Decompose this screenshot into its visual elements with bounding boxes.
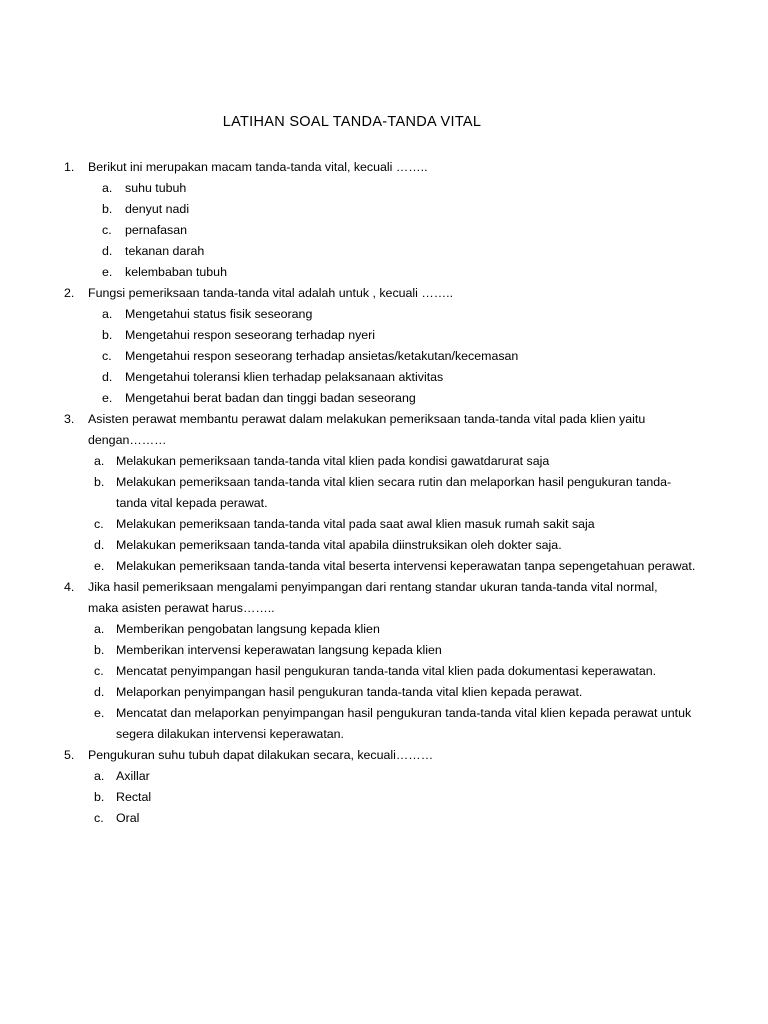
option-d bbox=[0, 241, 768, 262]
option-letter: b. bbox=[102, 202, 113, 216]
option-a bbox=[0, 451, 768, 472]
option-d bbox=[0, 535, 768, 556]
question-number: 2. bbox=[64, 286, 75, 300]
option-letter: a. bbox=[94, 769, 105, 783]
option-text: Memberikan pengobatan langsung kepada klien bbox=[116, 622, 380, 636]
option-text: Rectal bbox=[116, 790, 152, 804]
option-e bbox=[0, 388, 768, 409]
option-list bbox=[0, 304, 768, 409]
option-letter: a. bbox=[94, 454, 105, 468]
option-text: denyut nadi bbox=[125, 202, 190, 216]
option-b bbox=[0, 640, 768, 661]
question-number: 1. bbox=[64, 160, 75, 174]
option-text: Axillar bbox=[116, 769, 150, 783]
option-letter: d. bbox=[94, 538, 105, 552]
option-letter: c. bbox=[102, 349, 112, 363]
option-text: Melakukan pemeriksaan tanda-tanda vital pada saat awal klien masuk rumah sakit saja bbox=[116, 517, 595, 531]
option-letter: c. bbox=[94, 664, 104, 678]
option-letter: c. bbox=[94, 517, 104, 531]
option-a bbox=[0, 304, 768, 325]
question-text: Fungsi pemeriksaan tanda-tanda vital adalah untuk , kecuali …….. bbox=[88, 286, 454, 300]
option-letter: e. bbox=[94, 559, 105, 573]
option-letter: b. bbox=[94, 475, 105, 489]
option-text: Mengetahui toleransi klien terhadap pelaksanaan aktivitas bbox=[125, 370, 444, 384]
option-list bbox=[0, 766, 768, 829]
question-text: Asisten perawat membantu perawat dalam melakukan pemeriksaan tanda-tanda vital pada klien yaitu dengan……… bbox=[88, 412, 646, 447]
option-text: Mengetahui respon seseorang terhadap ansietas/ketakutan/kecemasan bbox=[125, 349, 519, 363]
option-d bbox=[0, 682, 768, 703]
option-text: Memberikan intervensi keperawatan langsung kepada klien bbox=[116, 643, 442, 657]
option-text: Melakukan pemeriksaan tanda-tanda vital apabila diinstruksikan oleh dokter saja. bbox=[116, 538, 562, 552]
question-1 bbox=[0, 157, 768, 283]
option-letter: d. bbox=[102, 370, 113, 384]
option-letter: d. bbox=[94, 685, 105, 699]
question-text: Berikut ini merupakan macam tanda-tanda vital, kecuali …….. bbox=[88, 160, 428, 174]
option-c bbox=[0, 808, 768, 829]
option-text: Melakukan pemeriksaan tanda-tanda vital klien secara rutin dan melaporkan hasil pengukuran tanda-tanda vital kepada perawat. bbox=[116, 475, 672, 510]
option-text: Mengetahui status fisik seseorang bbox=[125, 307, 313, 321]
option-d bbox=[0, 367, 768, 388]
option-b bbox=[0, 199, 768, 220]
option-letter: a. bbox=[94, 622, 105, 636]
option-e bbox=[0, 556, 768, 577]
option-text: kelembaban tubuh bbox=[125, 265, 227, 279]
question-text: Jika hasil pemeriksaan mengalami penyimpangan dari rentang standar ukuran tanda-tanda vital normal, maka asisten perawat harus…….. bbox=[88, 580, 658, 615]
question-text: Pengukuran suhu tubuh dapat dilakukan secara, kecuali……… bbox=[88, 748, 434, 762]
option-letter: b. bbox=[102, 328, 113, 342]
option-list bbox=[0, 451, 768, 577]
option-c bbox=[0, 346, 768, 367]
document-title: LATIHAN SOAL TANDA-TANDA VITAL bbox=[222, 114, 482, 130]
option-text: pernafasan bbox=[125, 223, 188, 237]
question-4 bbox=[0, 577, 768, 745]
option-e bbox=[0, 703, 768, 745]
option-text: Mencatat penyimpangan hasil pengukuran tanda-tanda vital klien pada dokumentasi keperawatan. bbox=[116, 664, 657, 678]
question-number: 4. bbox=[64, 580, 75, 594]
option-b bbox=[0, 787, 768, 808]
option-c bbox=[0, 514, 768, 535]
option-a bbox=[0, 619, 768, 640]
option-c bbox=[0, 220, 768, 241]
option-b bbox=[0, 325, 768, 346]
question-list bbox=[0, 157, 768, 829]
question-number: 5. bbox=[64, 748, 75, 762]
option-e bbox=[0, 262, 768, 283]
option-letter: b. bbox=[94, 790, 105, 804]
option-text: Melakukan pemeriksaan tanda-tanda vital klien pada kondisi gawatdarurat saja bbox=[116, 454, 550, 468]
option-letter: a. bbox=[102, 307, 113, 321]
question-number: 3. bbox=[64, 412, 75, 426]
option-letter: c. bbox=[102, 223, 112, 237]
option-text: tekanan darah bbox=[125, 244, 205, 258]
option-text: suhu tubuh bbox=[125, 181, 187, 195]
question-3 bbox=[0, 409, 768, 577]
option-letter: e. bbox=[102, 265, 113, 279]
option-text: Mengetahui respon seseorang terhadap nyeri bbox=[125, 328, 376, 342]
option-b bbox=[0, 472, 768, 514]
option-text: Mengetahui berat badan dan tinggi badan seseorang bbox=[125, 391, 416, 405]
option-a bbox=[0, 178, 768, 199]
option-text: Mencatat dan melaporkan penyimpangan hasil pengukuran tanda-tanda vital klien kepada perawat untuk segera dilakukan intervensi keperawatan. bbox=[116, 706, 692, 741]
option-a bbox=[0, 766, 768, 787]
option-letter: e. bbox=[102, 391, 113, 405]
question-5 bbox=[0, 745, 768, 829]
option-c bbox=[0, 661, 768, 682]
question-2 bbox=[0, 283, 768, 409]
option-letter: b. bbox=[94, 643, 105, 657]
option-letter: e. bbox=[94, 706, 105, 720]
option-letter: c. bbox=[94, 811, 104, 825]
option-letter: d. bbox=[102, 244, 113, 258]
option-text: Melakukan pemeriksaan tanda-tanda vital beserta intervensi keperawatan tanpa sepengetahuan perawat. bbox=[116, 559, 696, 573]
option-list bbox=[0, 178, 768, 283]
option-letter: a. bbox=[102, 181, 113, 195]
option-text: Melaporkan penyimpangan hasil pengukuran tanda-tanda vital klien kepada perawat. bbox=[116, 685, 583, 699]
option-text: Oral bbox=[116, 811, 140, 825]
option-list bbox=[0, 619, 768, 745]
